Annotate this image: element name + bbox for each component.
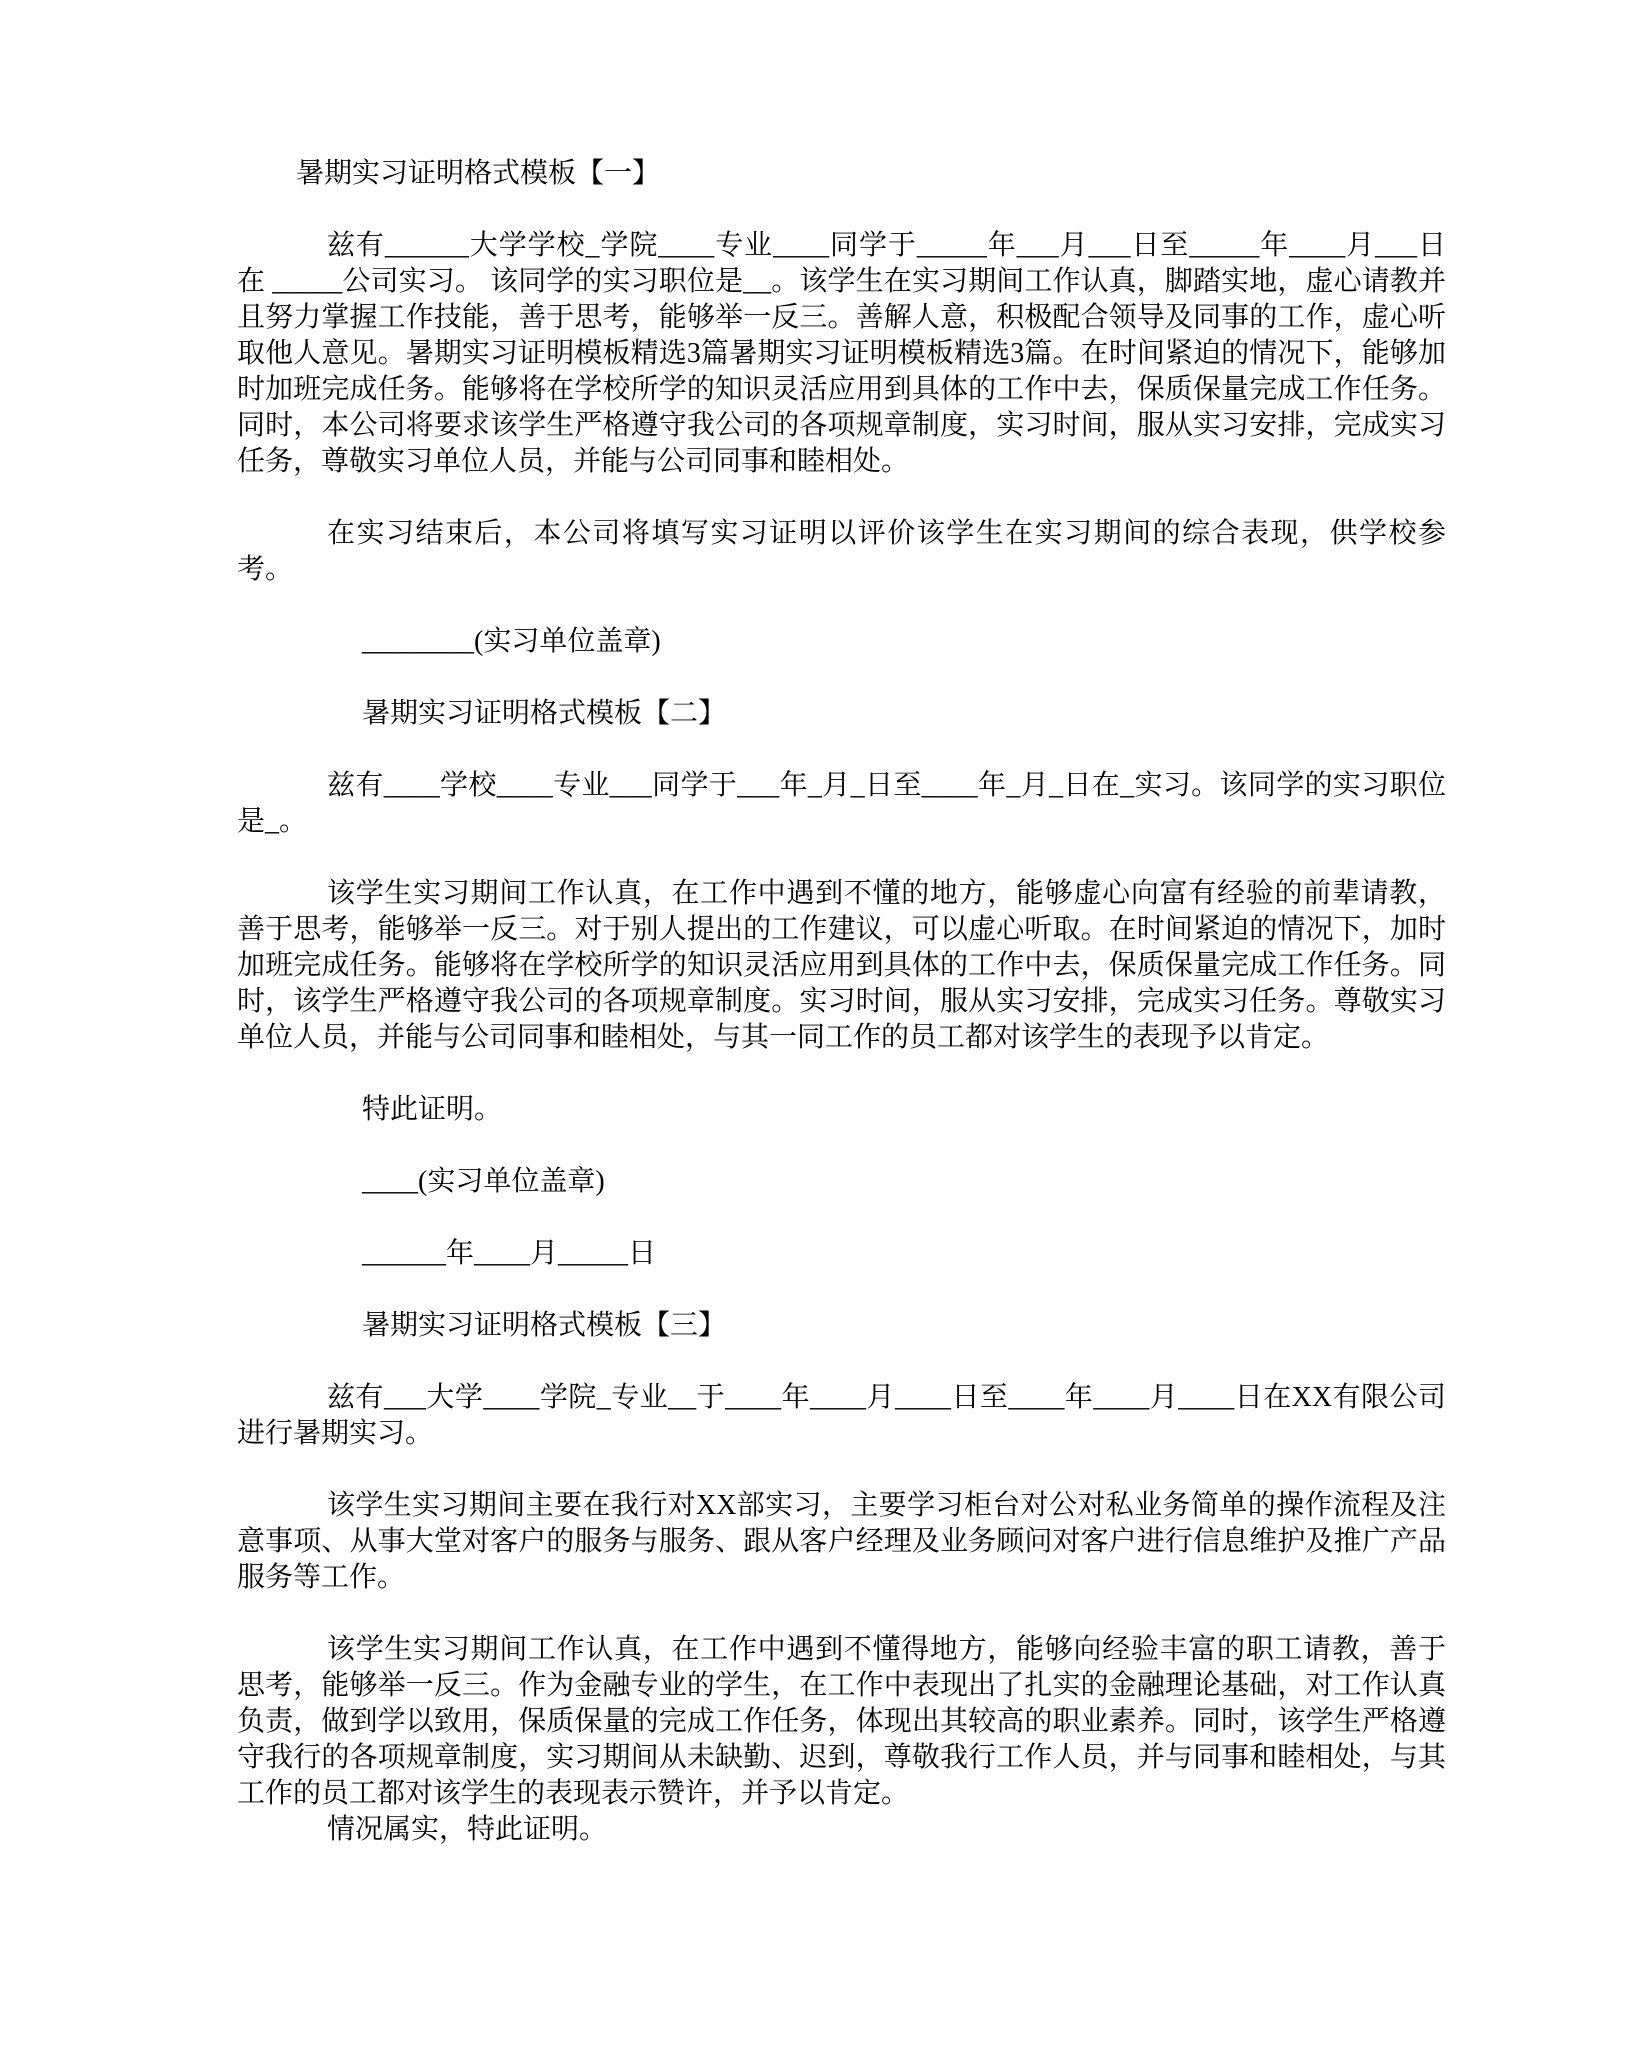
- template-3-duties-paragraph: 该学生实习期间主要在我行对XX部实习，主要学习柜台对公对私业务简单的操作流程及注意事项、从事大堂对客户的服务与服务、跟从客户经理及业务顾问对客户进行信息维护及推广产品服务等工作。: [237, 1490, 1446, 1593]
- template-1-section: [237, 156, 1446, 660]
- template-3-heading: 暑期实习证明格式模板【三】: [362, 1310, 727, 1341]
- template-2-date-line: ______年____月_____日: [362, 1238, 657, 1269]
- template-2-section: [237, 696, 1446, 1272]
- template-2-intro-paragraph: 兹有____学校____专业___同学于___年_月_日至____年_月_日在_实习。该同学的实习职位是_。: [237, 770, 1446, 837]
- template-1-closing-paragraph: 在实习结束后，本公司将填写实习证明以评价该学生在实习期间的综合表现，供学校参考。: [237, 518, 1446, 585]
- template-2-stamp-line: ____(实习单位盖章): [362, 1166, 605, 1197]
- template-2-heading: 暑期实习证明格式模板【二】: [362, 698, 727, 729]
- template-3-section: [237, 1308, 1446, 1848]
- template-1-heading: 暑期实习证明格式模板【一】: [296, 158, 661, 189]
- template-3-certify-line: 情况属实，特此证明。: [327, 1814, 608, 1845]
- template-3-intro-paragraph: 兹有___大学____学院_专业__于____年____月____日至____年____月____日在XX有限公司进行暑期实习。: [237, 1382, 1446, 1449]
- template-1-stamp-line: ________(实习单位盖章): [362, 626, 661, 657]
- template-3-evaluation-paragraph: 该学生实习期间工作认真，在工作中遇到不懂得地方，能够向经验丰富的职工请教，善于思考，能够举一反三。作为金融专业的学生，在工作中表现出了扎实的金融理论基础，对工作认真负责，做到学以致用，保质保量的完成工作任务，体现出其较高的职业素养。同时，该学生严格遵守我行的各项规章制度，实习期间从未缺勤、迟到，尊敬我行工作人员，并与同事和睦相处，与其工作的员工都对该学生的表现表示赞许，并予以肯定。: [237, 1634, 1446, 1809]
- template-1-intro-paragraph: 兹有______大学学校_学院____专业____同学于_____年___月___日至_____年____月___日在 _____公司实习。 该同学的实习职位是__。该学生在实习期间工作认真，脚踏实地，虚心请教并且努力掌握工作技能，善于思考，能够举一反三。善解人意，积极配合领导及同事的工作，虚心听取他人意见。暑期实习证明模板精选3篇暑期实习证明模板精选3篇。在时间紧迫的情况下，能够加时加班完成任务。能够将在学校所学的知识灵活应用到具体的工作中去，保质保量完成工作任务。同时，本公司将要求该学生严格遵守我公司的各项规章制度，实习时间，服从实习安排，完成实习任务，尊敬实习单位人员，并能与公司同事和睦相处。: [237, 230, 1446, 477]
- template-2-certify-line: 特此证明。: [362, 1094, 503, 1125]
- template-2-evaluation-paragraph: 该学生实习期间工作认真，在工作中遇到不懂的地方，能够虚心向富有经验的前辈请教，善于思考，能够举一反三。对于别人提出的工作建议，可以虚心听取。在时间紧迫的情况下，加时加班完成任务。能够将在学校所学的知识灵活应用到具体的工作中去，保质保量完成工作任务。同时，该学生严格遵守我公司的各项规章制度。实习时间，服从实习安排，完成实习任务。尊敬实习单位人员，并能与公司同事和睦相处，与其一同工作的员工都对该学生的表现予以肯定。: [237, 878, 1446, 1053]
